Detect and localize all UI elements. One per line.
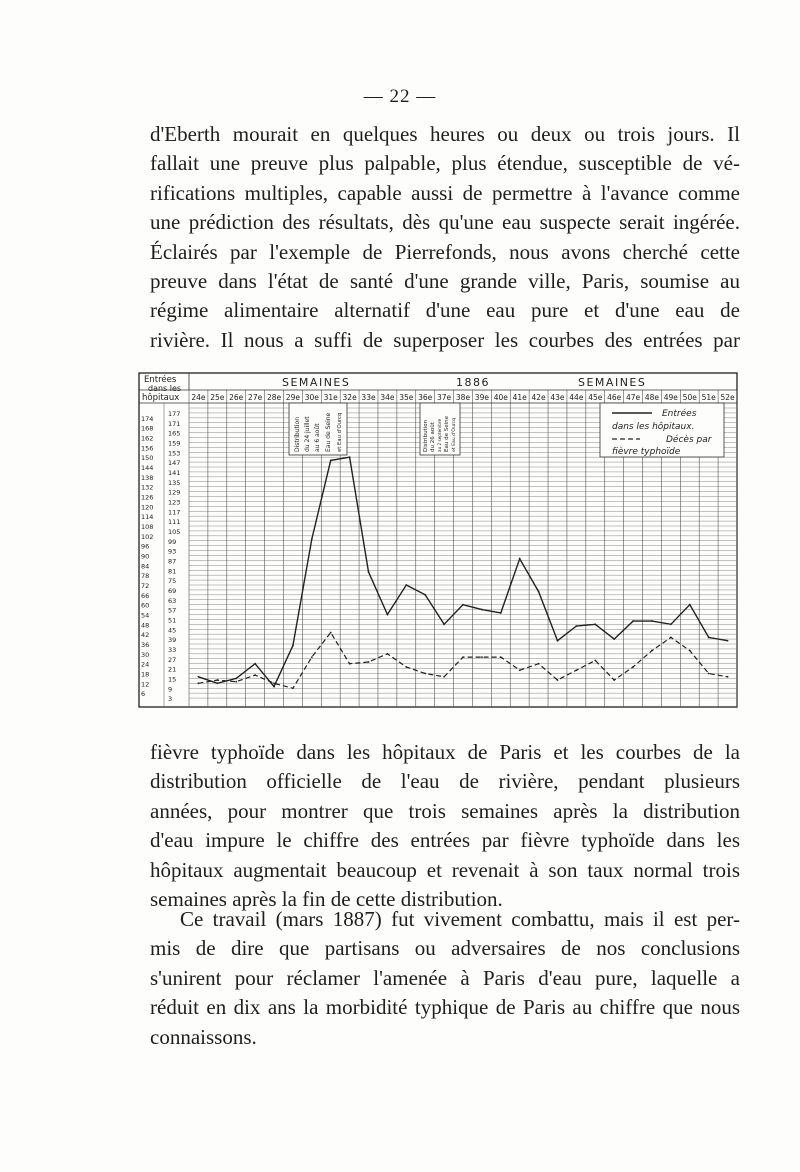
text-line: fièvre typhoïde dans les hôpitaux de Paris et les courbes de la — [150, 740, 740, 764]
deaths-tick-label: 165 — [168, 429, 181, 438]
annotation-2-line-5: et Eau d'Ourcq — [452, 417, 457, 452]
deaths-tick-label: 129 — [168, 488, 181, 497]
entries-point — [424, 594, 426, 596]
week-tick-label: 47e — [625, 393, 641, 402]
text-line: Éclairés par l'exemple de Pierrefonds, nous avons cherché cette — [150, 239, 740, 264]
deaths-point — [311, 656, 313, 658]
text-line: années, pour montrer que trois semaines après la distribution — [150, 798, 740, 823]
entries-tick-label: 42 — [141, 631, 150, 640]
paragraph-1 — [150, 120, 740, 355]
entries-point — [613, 638, 615, 640]
deaths-point — [349, 663, 351, 665]
text-line: hôpitaux augmentait beaucoup et revenait à son taux normal trois — [150, 857, 740, 882]
entries-tick-label: 168 — [141, 424, 154, 433]
text-line: régime alimentaire alternatif d'une eau pure et d'une eau de — [150, 298, 740, 323]
entries-point — [481, 609, 483, 611]
entries-point — [651, 620, 653, 622]
paragraph-2 — [150, 738, 740, 914]
entries-point — [632, 620, 634, 622]
deaths-point — [405, 666, 407, 668]
week-tick-label: 39e — [474, 393, 489, 402]
deaths-point — [651, 650, 653, 652]
deaths-point — [613, 679, 615, 681]
deaths-point — [387, 653, 389, 655]
deaths-point — [519, 669, 521, 671]
deaths-point — [273, 682, 275, 684]
deaths-tick-label: 39 — [168, 636, 177, 645]
week-tick-label: 37e — [437, 393, 452, 402]
deaths-tick-label: 69 — [168, 586, 177, 595]
entries-tick-label: 60 — [141, 601, 150, 610]
entries-point — [198, 676, 200, 678]
week-tick-label: 49e — [663, 393, 678, 402]
deaths-tick-label: 15 — [168, 675, 177, 684]
entries-point — [330, 460, 332, 462]
deaths-point — [330, 632, 332, 634]
entries-tick-label: 84 — [141, 562, 150, 571]
week-tick-label: 52e — [720, 393, 735, 402]
week-tick-label: 29e — [285, 393, 301, 402]
week-tick-label: 27e — [248, 393, 263, 402]
entries-tick-label: 6 — [141, 690, 146, 699]
text-line: s'unirent pour réclamer l'amenée à Paris d'eau pure, laquelle a — [150, 965, 740, 990]
entries-point — [216, 682, 218, 684]
deaths-point — [254, 674, 256, 676]
entries-point — [727, 640, 729, 642]
text-line: d'Eberth mourait en quelques heures ou deux ou trois jours. Il — [150, 122, 740, 146]
deaths-tick-label: 105 — [168, 527, 181, 536]
entries-point — [689, 604, 691, 606]
week-tick-label: 26e — [229, 393, 244, 402]
entries-point — [670, 623, 672, 625]
entries-point — [519, 558, 521, 560]
text-line: distribution officielle de l'eau de rivière, pendant plusieurs — [150, 769, 740, 794]
entries-point — [405, 584, 407, 586]
week-tick-label: 40e — [493, 393, 508, 402]
entries-point — [708, 637, 710, 639]
deaths-tick-label: 141 — [168, 468, 181, 477]
deaths-tick-label: 33 — [168, 645, 177, 654]
entries-tick-label: 54 — [141, 611, 150, 620]
week-tick-label: 24e — [191, 393, 206, 402]
deaths-point — [424, 673, 426, 675]
page-number: — 22 — — [363, 86, 437, 107]
text-line: connaissons. — [150, 1024, 257, 1049]
legend-entries-label-1: Entrées — [662, 409, 697, 419]
deaths-tick-label: 45 — [168, 626, 177, 635]
text-line: Ce travail (mars 1887) fut vivement combattu, mais il est per- — [180, 907, 740, 931]
deaths-tick-label: 27 — [168, 655, 177, 664]
entries-tick-label: 144 — [141, 464, 154, 472]
deaths-point — [557, 679, 559, 681]
entries-tick-label: 126 — [141, 493, 154, 502]
week-tick-label: 38e — [455, 393, 471, 402]
entries-tick-label: 30 — [141, 650, 150, 659]
entries-tick-label: 96 — [141, 542, 150, 551]
deaths-point — [462, 656, 464, 658]
deaths-tick-label: 177 — [168, 409, 181, 418]
text-line: rivière. Il nous a suffi de superposer les courbes des entrées par — [150, 327, 740, 352]
deaths-point — [235, 681, 237, 683]
deaths-point — [198, 682, 200, 684]
week-tick-label: 32e — [342, 393, 357, 402]
entries-point — [254, 663, 256, 665]
entries-point — [538, 591, 540, 593]
entries-point — [368, 571, 370, 573]
deaths-point — [594, 659, 596, 661]
deaths-tick-label: 57 — [168, 606, 177, 615]
week-tick-label: 25e — [210, 393, 225, 402]
paragraph-3 — [150, 905, 740, 1052]
week-tick-label: 30e — [304, 393, 319, 402]
deaths-point — [216, 679, 218, 681]
entries-point — [387, 614, 389, 616]
deaths-point — [368, 661, 370, 663]
entries-tick-label: 24 — [141, 660, 150, 669]
entries-tick-label: 12 — [141, 680, 150, 689]
deaths-point — [500, 656, 502, 658]
text-line: d'eau impure le chiffre des entrées par fièvre typhoïde dans les — [150, 828, 740, 853]
entries-tick-label: 72 — [141, 582, 150, 590]
annotation-2-line-4: Eau de Seine — [444, 416, 450, 452]
entries-point — [273, 686, 275, 688]
header-entrees-1: Entrées — [144, 375, 177, 385]
entries-tick-label: 162 — [141, 434, 154, 443]
deaths-tick-label: 135 — [168, 478, 181, 487]
header-semaines-right: SEMAINES — [578, 376, 647, 389]
text-line: réduit en dix ans la morbidité typhique de Paris au chiffre que nous — [150, 995, 740, 1020]
entries-tick-label: 120 — [141, 503, 154, 512]
entries-tick-label: 102 — [141, 532, 154, 541]
entries-tick-label: 18 — [141, 670, 150, 679]
header-year: 1886 — [456, 376, 490, 389]
text-line: rifications multiples, capable aussi de permettre à l'avance comme — [150, 180, 740, 205]
header-semaines-left: SEMAINES — [282, 376, 351, 389]
entries-tick-label: 156 — [141, 444, 154, 453]
week-tick-label: 51e — [701, 393, 716, 402]
entries-point — [443, 623, 445, 625]
week-tick-label: 43e — [550, 393, 565, 402]
deaths-tick-label: 81 — [168, 567, 177, 576]
week-tick-label: 44e — [569, 393, 584, 402]
deaths-point — [575, 669, 577, 671]
deaths-tick-label: 87 — [168, 557, 177, 566]
entries-point — [594, 623, 596, 625]
deaths-point — [727, 676, 729, 678]
week-tick-label: 50e — [682, 393, 697, 402]
annotation-1-line-5: et Eau d'Ourcq — [337, 412, 343, 452]
annotation-1-line-4: Eau de Seine — [325, 412, 332, 452]
entries-tick-label: 132 — [141, 483, 154, 492]
text-line: fallait une preuve plus palpable, plus étendue, susceptible de vé- — [150, 151, 740, 176]
deaths-point — [481, 656, 483, 658]
legend-deaths-label-1: Décès par — [666, 435, 712, 445]
entries-tick-label: 48 — [141, 621, 150, 630]
entries-point — [292, 645, 294, 647]
deaths-tick-label: 99 — [168, 537, 177, 546]
entries-tick-label: 174 — [141, 414, 154, 423]
deaths-point — [292, 687, 294, 689]
entries-tick-label: 90 — [141, 552, 150, 561]
entries-tick-label: 66 — [141, 591, 150, 600]
deaths-point — [689, 650, 691, 652]
entries-point — [500, 612, 502, 614]
week-tick-label: 46e — [607, 393, 622, 402]
deaths-tick-label: 153 — [168, 449, 181, 458]
annotation-2-line-3: au 2 septembre — [437, 418, 442, 452]
entries-point — [462, 604, 464, 606]
week-tick-label: 35e — [399, 393, 414, 402]
entries-tick-label: 114 — [141, 513, 154, 522]
entries-tick-label: 78 — [141, 572, 150, 581]
entries-point — [349, 456, 351, 458]
deaths-tick-label: 111 — [168, 518, 181, 527]
text-line: semaines après la fin de cette distribution. — [150, 887, 503, 912]
annotation-1-line-3: au 6 août — [314, 423, 321, 452]
week-tick-label: 36e — [418, 393, 433, 402]
deaths-tick-label: 63 — [168, 596, 177, 605]
entries-point — [557, 640, 559, 642]
deaths-point — [632, 666, 634, 668]
week-tick-label: 28e — [266, 393, 282, 402]
text-line: mis de dire que partisans ou adversaires de nos conclusions — [150, 936, 740, 961]
deaths-tick-label: 51 — [168, 616, 177, 625]
entries-point — [575, 625, 577, 627]
legend-entries-label-2: dans les hôpitaux. — [612, 422, 695, 432]
header-entrees-3: hôpitaux — [142, 393, 180, 403]
deaths-point — [670, 637, 672, 639]
entries-point — [311, 538, 313, 540]
deaths-tick-label: 93 — [168, 547, 177, 556]
deaths-point — [443, 676, 445, 678]
text-line: preuve dans l'état de santé d'une grande ville, Paris, soumise au — [150, 269, 740, 294]
text-line: une prédiction des résultats, dès qu'une eau suspecte serait ingérée. — [150, 210, 740, 235]
annotation-1-line-2: du 24 juillet — [304, 416, 311, 452]
entries-tick-label: 108 — [141, 523, 154, 531]
deaths-tick-label: 3 — [168, 695, 173, 704]
typhoid-chart — [138, 372, 740, 710]
week-tick-label: 41e — [512, 393, 527, 402]
week-tick-label: 31e — [323, 393, 338, 402]
week-tick-label: 48e — [644, 393, 660, 402]
annotation-2-line-1: Distribution — [423, 419, 429, 452]
week-tick-label: 45e — [588, 393, 603, 402]
deaths-tick-label: 9 — [168, 685, 173, 694]
deaths-tick-label: 21 — [168, 665, 177, 674]
deaths-point — [708, 673, 710, 675]
week-tick-label: 34e — [380, 393, 395, 402]
deaths-point — [538, 663, 540, 665]
header-entrees-2: dans les — [148, 384, 182, 393]
annotation-2-line-2: du 26 août — [430, 422, 436, 452]
entries-tick-label: 36 — [141, 641, 150, 649]
entries-point — [235, 678, 237, 680]
deaths-tick-label: 147 — [168, 459, 181, 468]
week-tick-label: 33e — [361, 393, 376, 402]
entries-tick-label: 150 — [141, 454, 154, 463]
deaths-tick-label: 123 — [168, 498, 181, 507]
week-tick-label: 42e — [531, 393, 546, 402]
deaths-tick-label: 159 — [168, 439, 181, 448]
deaths-tick-label: 171 — [168, 419, 181, 428]
deaths-tick-label: 75 — [168, 577, 177, 586]
deaths-tick-label: 117 — [168, 508, 181, 517]
entries-tick-label: 138 — [141, 473, 154, 482]
legend-deaths-label-2: fièvre typhoïde — [612, 447, 681, 457]
annotation-1-line-1: Distribution — [294, 416, 301, 452]
